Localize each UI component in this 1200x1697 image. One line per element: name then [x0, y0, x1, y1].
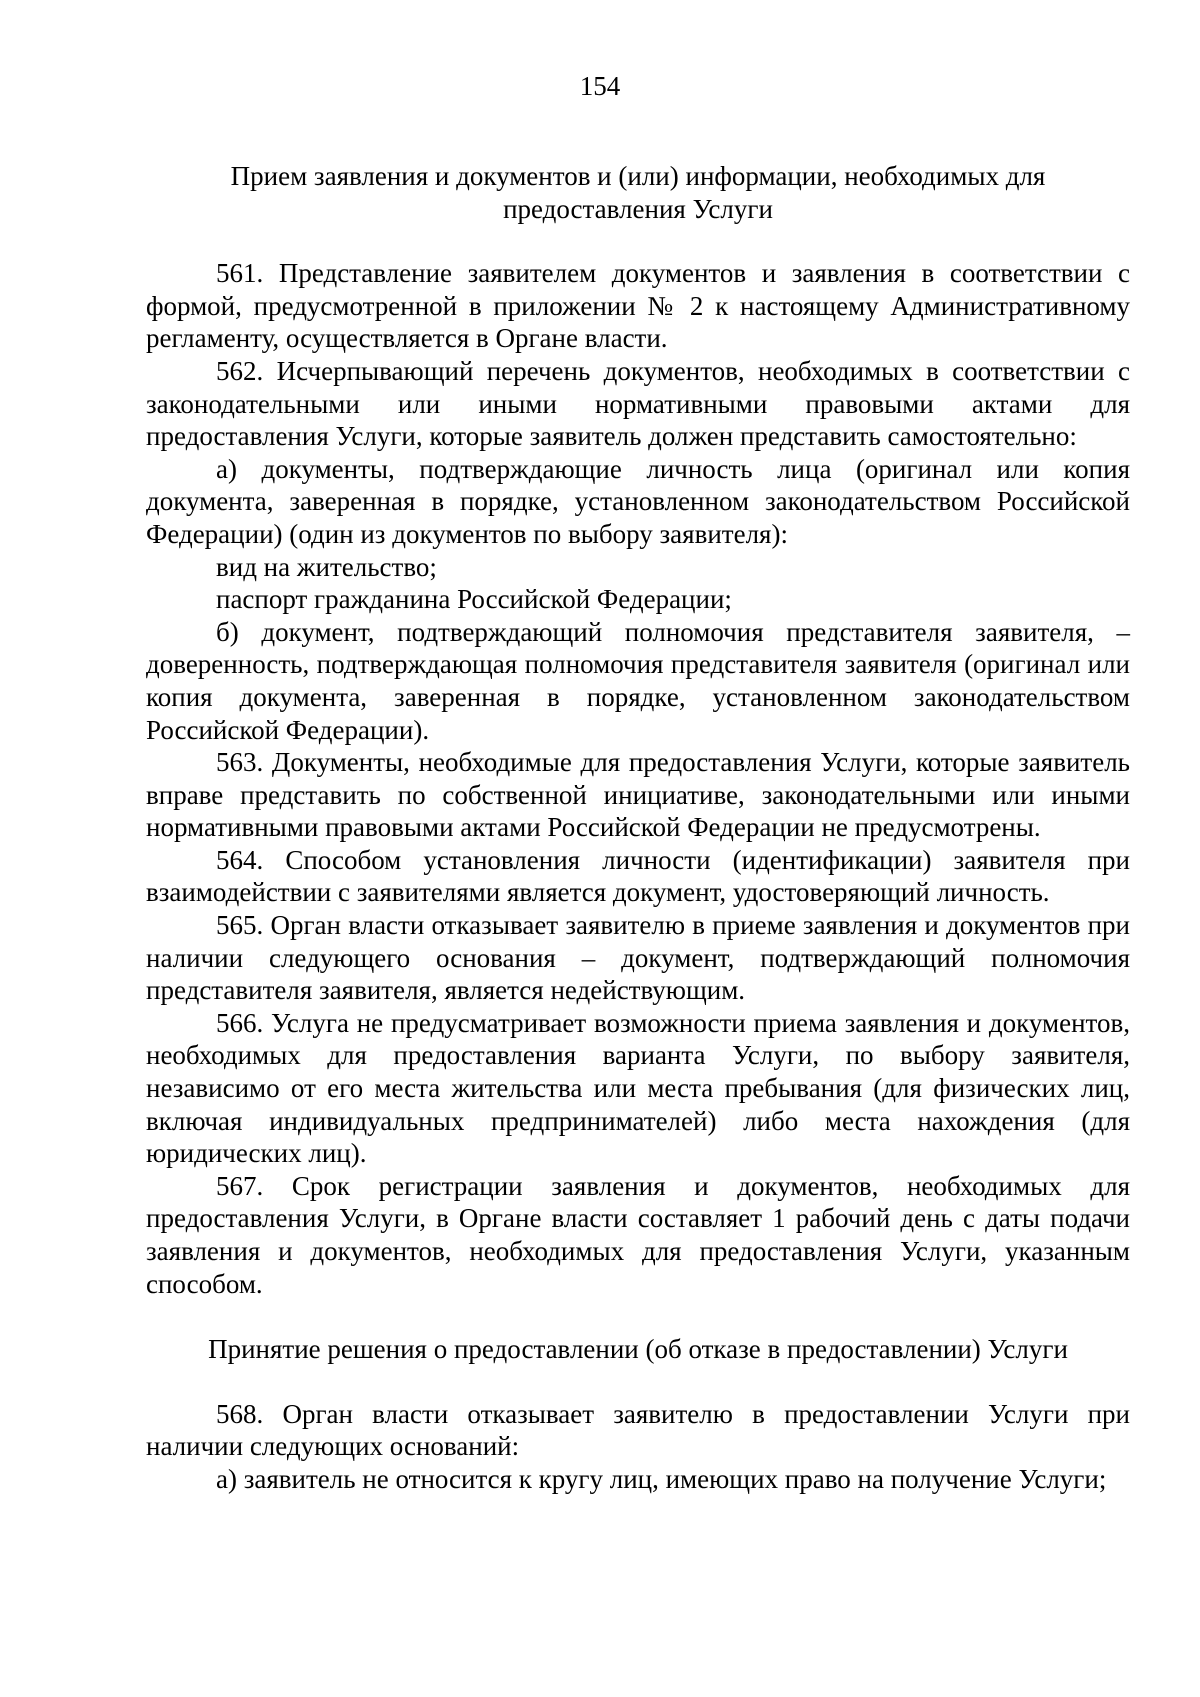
paragraph-562-b: б) документ, подтверждающий полномочия представителя заявителя, – доверенность, подтверждающая полномочия представителя заявителя (оригинал или копия документа, заверенная в порядке, установленном законодательством Российской Федерации). [146, 616, 1130, 745]
page-number: 154 [579, 71, 621, 101]
spacer [146, 1300, 1130, 1333]
list-item-residence-permit: вид на жительство; [216, 551, 437, 582]
section-heading-application-intake: Прием заявления и документов и (или) информации, необходимых для предоставления Услуги [230, 161, 1046, 224]
paragraph-567: 567. Срок регистрации заявления и документов, необходимых для предоставления Услуги, в Органе власти составляет 1 рабочий день с даты подачи заявления и документов, необходимых для предоставления Услуги, указанным способом. [146, 1170, 1130, 1299]
paragraph-562-a: а) документы, подтверждающие личность лица (оригинал или копия документа, заверенная в порядке, установленном законодательством Российской Федерации) (один из документов по выбору заявителя): [146, 453, 1130, 549]
spacer [146, 1366, 1130, 1398]
section-heading-decision: Принятие решения о предоставлении (об отказе в предоставлении) Услуги [208, 1334, 1068, 1365]
spacer [146, 225, 1130, 257]
paragraph-561: 561. Представление заявителем документов и заявления в соответствии с формой, предусмотренной в приложении № 2 к настоящему Административному регламенту, осуществляется в Органе власти. [146, 258, 1130, 354]
paragraph-568: 568. Орган власти отказывает заявителю в предоставлении Услуги при наличии следующих оснований: [146, 1398, 1130, 1462]
paragraph-563: 563. Документы, необходимые для предоставления Услуги, которые заявитель вправе представить по собственной инициативе, законодательными или иными нормативными правовыми актами Российской Федерации не предусмотрены. [146, 747, 1130, 843]
paragraph-564: 564. Способом установления личности (идентификации) заявителя при взаимодействии с заявителями является документ, удостоверяющий личность. [146, 844, 1130, 908]
paragraph-566: 566. Услуга не предусматривает возможности приема заявления и документов, необходимых для предоставления варианта Услуги, по выбору заявителя, независимо от его места жительства или места пребывания (для физических лиц, включая индивидуальных предпринимателей) либо места нахождения (для юридических лиц). [146, 1007, 1130, 1169]
paragraph-562: 562. Исчерпывающий перечень документов, необходимых в соответствии с законодательными или иными нормативными правовыми актами для предоставления Услуги, которые заявитель должен представить самостоятельно: [146, 355, 1130, 452]
document-body [146, 160, 1130, 1496]
list-item-passport: паспорт гражданина Российской Федерации; [216, 584, 732, 615]
paragraph-565: 565. Орган власти отказывает заявителю в приеме заявления и документов при наличии следующего основания – документ, подтверждающий полномочия представителя заявителя, является недействующим. [146, 910, 1130, 1006]
paragraph-568-a: а) заявитель не относится к кругу лиц, имеющих право на получение Услуги; [216, 1463, 1107, 1494]
